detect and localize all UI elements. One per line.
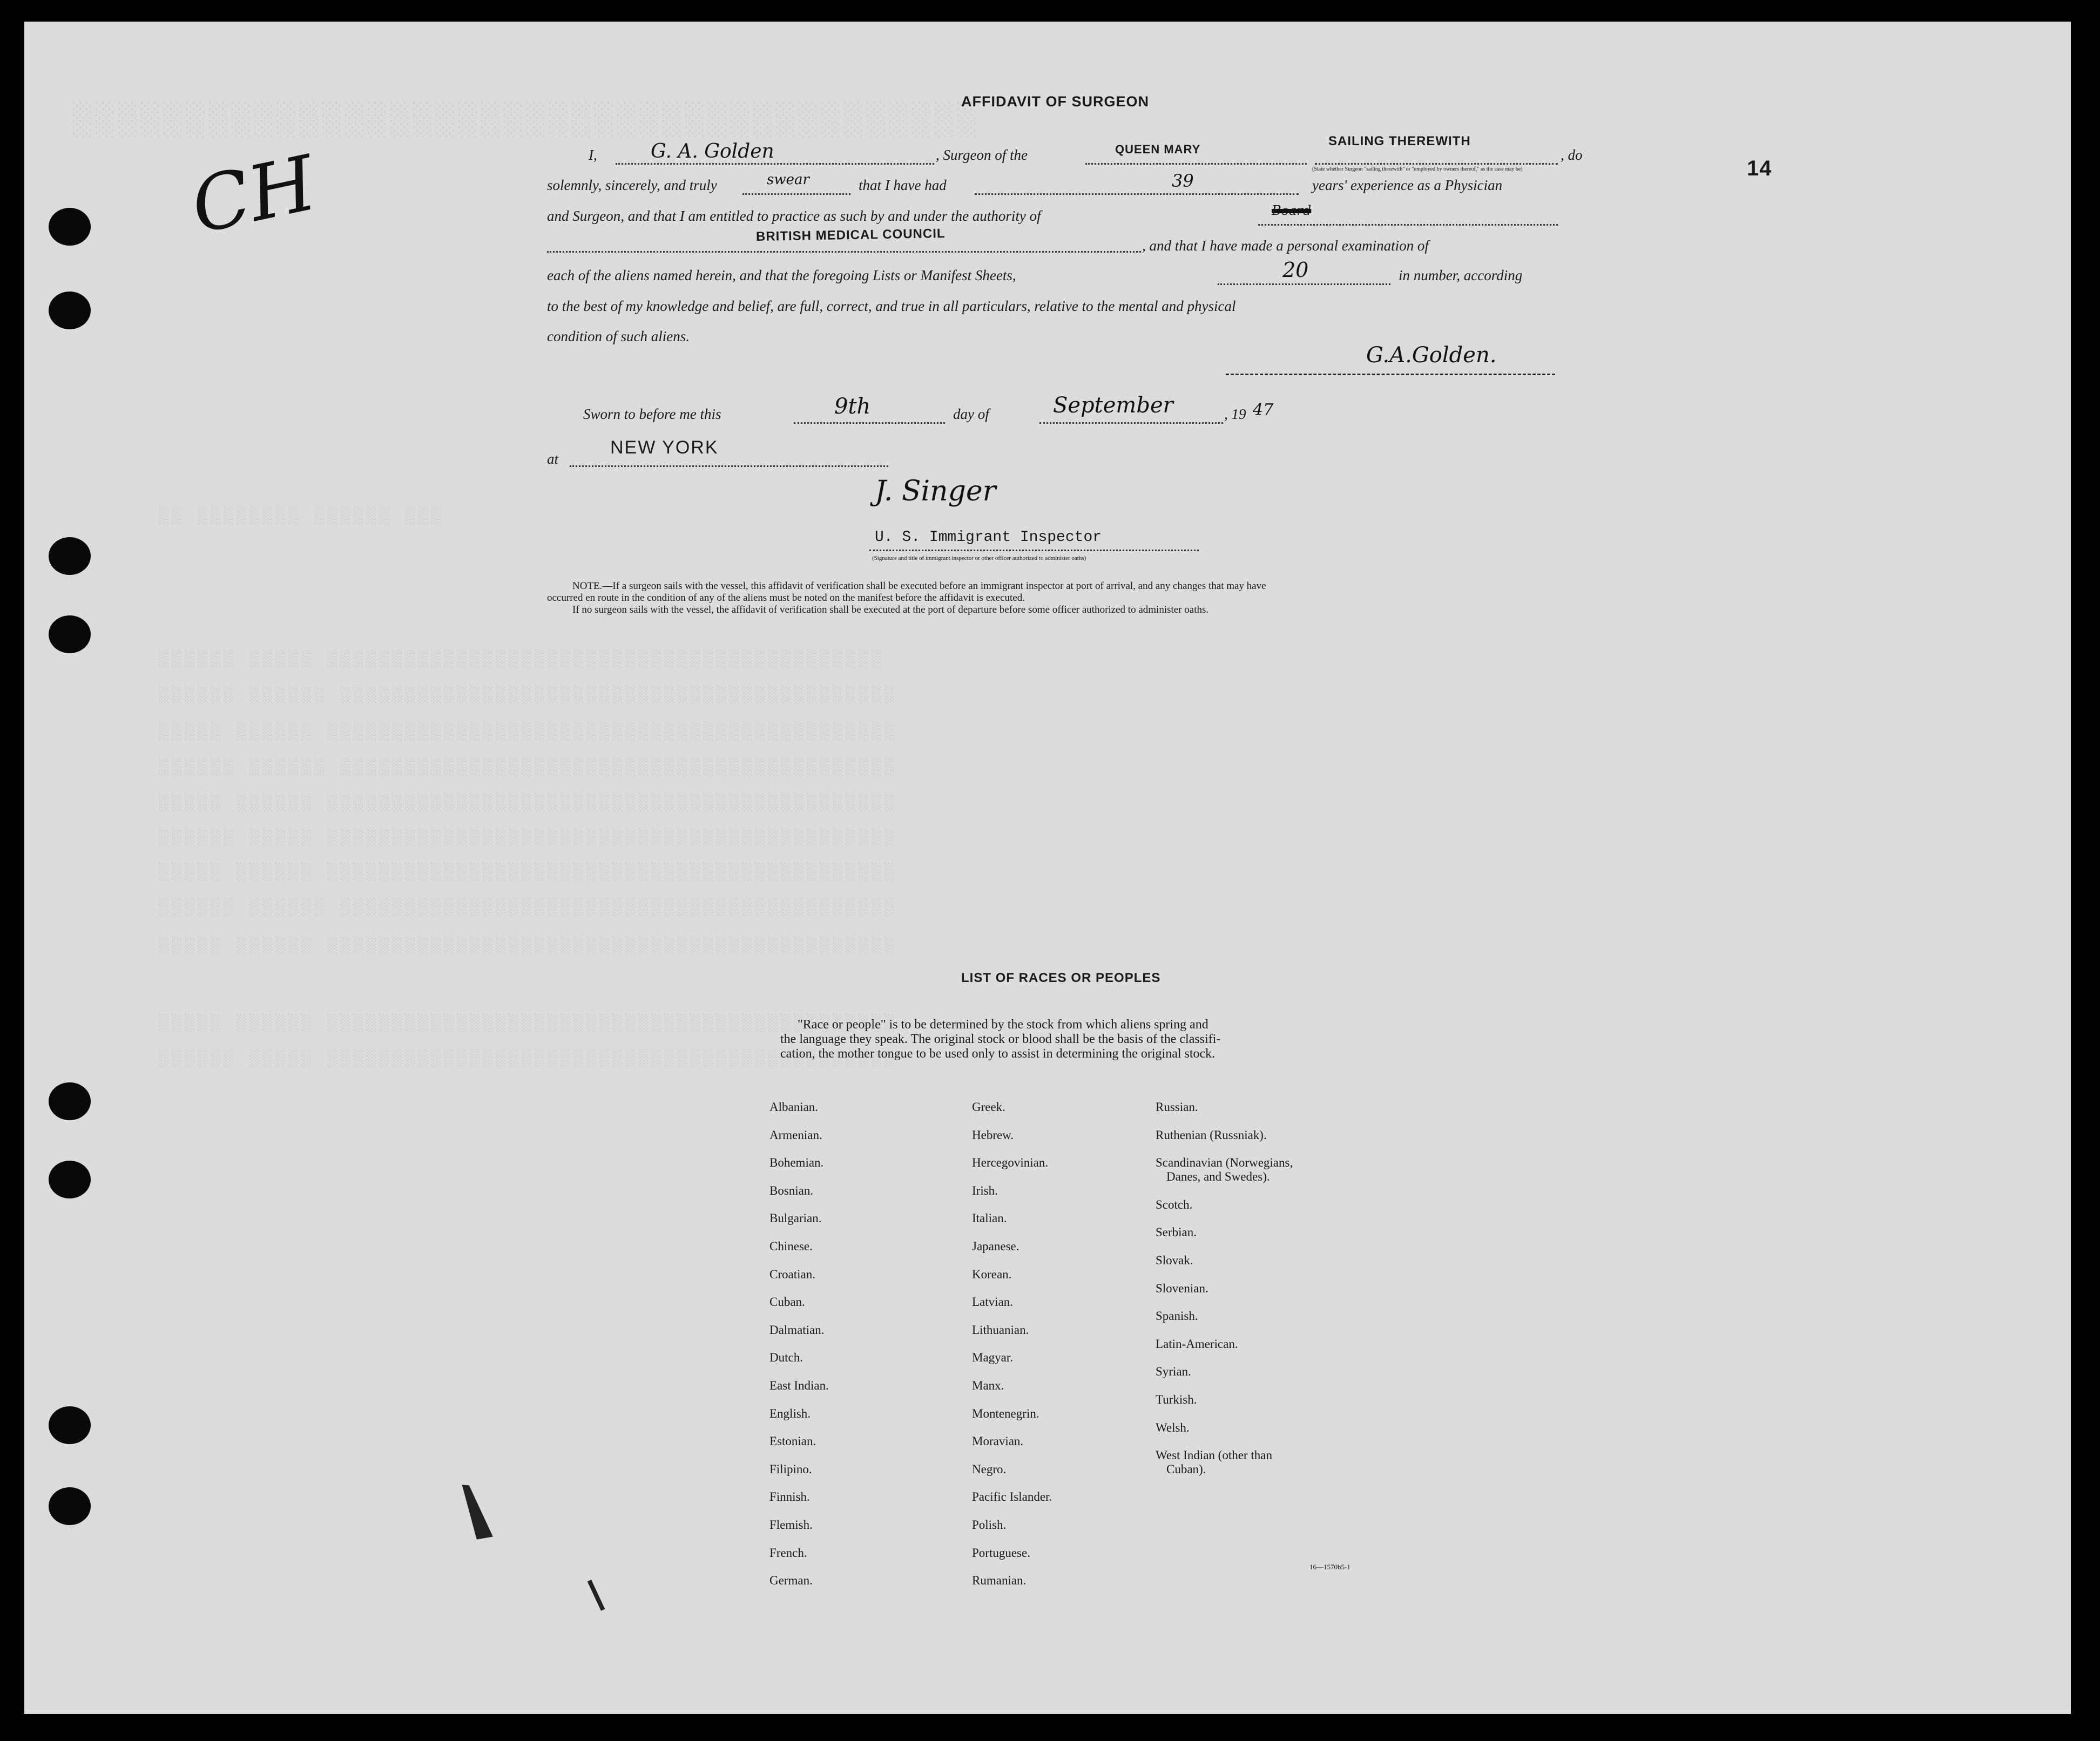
race-entry: Armenian. (769, 1128, 822, 1142)
race-entry: East Indian. (769, 1379, 829, 1392)
bleed-through-text: ░░░░░░ ░░░░░ ░░░░░░░░░░░░░░░░░░░░░░░░░░░░░░░░░░░░░░░░░░░░ (159, 829, 899, 847)
race-entry: Portuguese. (972, 1546, 1030, 1560)
race-entry: Cuban). (1166, 1462, 1206, 1476)
text-sworn-before: Sworn to before me this (583, 406, 721, 422)
race-entry: Dutch. (769, 1351, 803, 1365)
race-entry: Magyar. (972, 1351, 1014, 1365)
margin-mark: CH (184, 139, 323, 252)
race-entry: Slovenian. (1156, 1281, 1208, 1295)
text-year-prefix: , 19 (1224, 406, 1246, 422)
race-entry: Manx. (972, 1379, 1004, 1392)
race-entry: Danes, and Swedes). (1166, 1170, 1270, 1184)
race-entry: Rumanian. (972, 1574, 1027, 1588)
races-intro-2: the language they speak. The original stock or blood shall be the basis of the classifi- (780, 1032, 1221, 1046)
race-entry: Irish. (972, 1183, 998, 1197)
bleed-through-text: ░░░░░ ░░░░░░ ░░░░░░░░░░░░░░░░░░░░░░░░░░░░░░░░░░░░░░░░░░░░ (159, 794, 899, 812)
bleed-through-text: ░░░░░ ░░░░░░ ░░░░░░░░░░░░░░░░░░░░░░░░░░░░░░░░░░░░░░░░░░░░ (159, 864, 899, 882)
inspector-title: U. S. Immigrant Inspector (875, 529, 1102, 546)
race-entry: Bosnian. (769, 1183, 814, 1197)
text-at: at (547, 451, 559, 467)
bleed-through-text: ░░░░░░ ░░░░░ ░░░░░░░░░░░░░░░░░░░░░░░░░░░░░░░░░░░░░░░░░░░░ (159, 1050, 899, 1068)
race-entry: Pacific Islander. (972, 1490, 1052, 1504)
form-code: 16—1570b5-1 (1309, 1563, 1351, 1571)
races-intro-3: cation, the mother tongue to be used only to assist in determining the original stock. (780, 1047, 1216, 1061)
affidavit-title: AFFIDAVIT OF SURGEON (961, 93, 1149, 110)
stray-mark (457, 1481, 493, 1542)
manifest-sheet (24, 22, 2071, 1714)
oath-word: swear (767, 172, 809, 188)
note-line-3: If no surgeon sails with the vessel, the affidavit of verification shall be executed at the port of departure before some officer authorized to administer oaths. (572, 604, 1209, 615)
race-entry: Montenegrin. (972, 1406, 1039, 1420)
race-entry: Moravian. (972, 1434, 1024, 1448)
sworn-place: NEW YORK (610, 437, 719, 458)
binder-hole (49, 615, 91, 653)
note-line-2: occurred en route in the condition of any of the aliens must be noted on the manifest before the affidavit is executed. (547, 592, 1025, 604)
race-entry: Estonian. (769, 1434, 816, 1448)
bleed-through-text: ░░░░░░ ░░░░░░ ░░░░░░░░░░░░░░░░░░░░░░░░░░░░░░░░░░░░░░░░░░░ (159, 758, 899, 777)
text-years-experience: years' experience as a Physician (1312, 177, 1503, 193)
race-entry: Russian. (1156, 1100, 1198, 1114)
sailing-status: SAILING THEREWITH (1328, 134, 1471, 148)
races-intro-1: "Race or people" is to be determined by the stock from which aliens spring and (798, 1018, 1208, 1032)
bleed-through-text: ░░░░░ ░░░░░░ ░░░░░░░░░░░░░░░░░░░░░░░░░░░░░░░░░░░░░░░░░░░░ (159, 937, 899, 955)
race-entry: Chinese. (769, 1239, 813, 1253)
binder-hole (49, 292, 91, 329)
race-entry: Hebrew. (972, 1128, 1014, 1142)
inspector-caption: (Signature and title of immigrant inspector or other officer authorized to administer oaths) (872, 555, 1086, 561)
authority-name: BRITISH MEDICAL COUNCIL (755, 226, 946, 245)
race-entry: Japanese. (972, 1239, 1019, 1253)
page-number: 14 (1747, 157, 1772, 180)
struck-word: Board (1272, 203, 1312, 218)
sworn-year: 47 (1253, 401, 1274, 419)
text-personal-exam: , and that I have made a personal examination of (1142, 238, 1429, 254)
race-entry: Cuban. (769, 1295, 805, 1309)
race-entry: Spanish. (1156, 1309, 1198, 1323)
race-entry: Lithuanian. (972, 1323, 1029, 1337)
race-entry: Korean. (972, 1267, 1012, 1281)
surgeon-signature: G.A.Golden. (1366, 343, 1497, 368)
race-entry: Latin-American. (1156, 1337, 1238, 1351)
text-each-alien: each of the aliens named herein, and that the foregoing Lists or Manifest Sheets, (547, 267, 1016, 283)
text-condition: condition of such aliens. (547, 328, 690, 344)
bleed-through-text: ░░░░░░ ░░░░░ ░░░░░░░░░░░░░░░░░░░░░░░░░░░░░░░░░░░░░░░░░░░ (159, 651, 886, 669)
sworn-day: 9th (834, 394, 871, 419)
race-entry: Croatian. (769, 1267, 815, 1281)
race-entry: English. (769, 1406, 811, 1420)
race-entry: Dalmatian. (769, 1323, 825, 1337)
text-i: I, (589, 147, 597, 163)
binder-hole (49, 1161, 91, 1198)
text-that-i-have-had: that I have had (859, 177, 947, 193)
inspector-signature: J. Singer (875, 475, 996, 507)
text-solemnly: solemnly, sincerely, and truly (547, 177, 717, 193)
race-entry: Hercegovinian. (972, 1156, 1049, 1170)
race-entry: Syrian. (1156, 1365, 1191, 1379)
race-entry: Filipino. (769, 1462, 812, 1476)
bleed-through-header: ░░░░░░░░░░░░░░░░░░░░░░░░░░░░░░░░░░░░░░░░ (73, 103, 981, 139)
surgeon-name: G. A. Golden (651, 140, 774, 162)
text-in-number: in number, according (1399, 267, 1523, 283)
bleed-through-text: ░░░░░░ ░░░░░░ ░░░░░░░░░░░░░░░░░░░░░░░░░░░░░░░░░░░░░░░░░░░ (159, 899, 899, 917)
bleed-through-text: ░░░░░░ ░░░░░░ ░░░░░░░░░░░░░░░░░░░░░░░░░░░░░░░░░░░░░░░░░░░ (159, 686, 899, 704)
race-entry: Greek. (972, 1100, 1005, 1114)
race-entry: Albanian. (769, 1100, 819, 1114)
race-entry: Latvian. (972, 1295, 1013, 1309)
text-day-of: day of (953, 406, 989, 422)
stray-mark (588, 1580, 605, 1611)
race-entry: German. (769, 1574, 813, 1588)
text-surgeon-of-the: , Surgeon of the (936, 147, 1028, 163)
race-entry: Serbian. (1156, 1225, 1197, 1239)
bleed-through-text: ░░░░░ ░░░░░░ ░░░░░░░░░░░░░░░░░░░░░░░░░░░░░░░░░░░░░░░░░░░░ (159, 723, 899, 742)
binder-hole (49, 208, 91, 246)
bleed-through-text: ░░░░░ ░░░░░░ ░░░░░░░░░░░░░░░░░░░░░░░░░░░░░░░░░░░░░░░░░░░░ (159, 1015, 899, 1033)
text-do: , do (1561, 147, 1583, 163)
race-entry: Flemish. (769, 1518, 813, 1532)
binder-hole (49, 537, 91, 575)
binder-hole (49, 1487, 91, 1525)
race-entry: Finnish. (769, 1490, 810, 1504)
bleed-through-text: ░░ ░░░░░░░░ ░░░░░░ ░░░ (159, 507, 445, 526)
race-entry: Negro. (972, 1462, 1007, 1476)
status-note: (State whether Surgeon "sailing therewith" or "employed by owners thereof," as the case may be) (1312, 166, 1523, 172)
sheet-count: 20 (1282, 258, 1309, 282)
text-and-surgeon: and Surgeon, and that I am entitled to practice as such by and under the authority of (547, 208, 1041, 224)
text-best-knowledge: to the best of my knowledge and belief, are full, correct, and true in all particulars, relative to the mental and physical (547, 298, 1236, 314)
note-line-1: NOTE.—If a surgeon sails with the vessel, this affidavit of verification shall be executed before an immigrant inspector at port of arrival, and any changes that may have (572, 580, 1266, 592)
binder-hole (49, 1406, 91, 1444)
sworn-month: September (1053, 393, 1173, 418)
race-entry: Slovak. (1156, 1254, 1193, 1267)
race-entry: Bohemian. (769, 1156, 824, 1170)
vessel-name: QUEEN MARY (1115, 143, 1201, 156)
race-entry: Polish. (972, 1518, 1007, 1532)
race-entry: Turkish. (1156, 1393, 1197, 1406)
race-entry: Scotch. (1156, 1197, 1193, 1211)
race-entry: Ruthenian (Russniak). (1156, 1128, 1267, 1142)
race-entry: Scandinavian (Norwegians, (1156, 1156, 1293, 1170)
race-entry: Bulgarian. (769, 1211, 822, 1225)
race-entry: Italian. (972, 1211, 1007, 1225)
binder-hole (49, 1082, 91, 1120)
races-title: LIST OF RACES OR PEOPLES (961, 971, 1161, 985)
race-entry: West Indian (other than (1156, 1448, 1272, 1462)
years-experience-value: 39 (1172, 171, 1194, 191)
race-entry: Welsh. (1156, 1420, 1190, 1434)
race-entry: French. (769, 1546, 807, 1560)
